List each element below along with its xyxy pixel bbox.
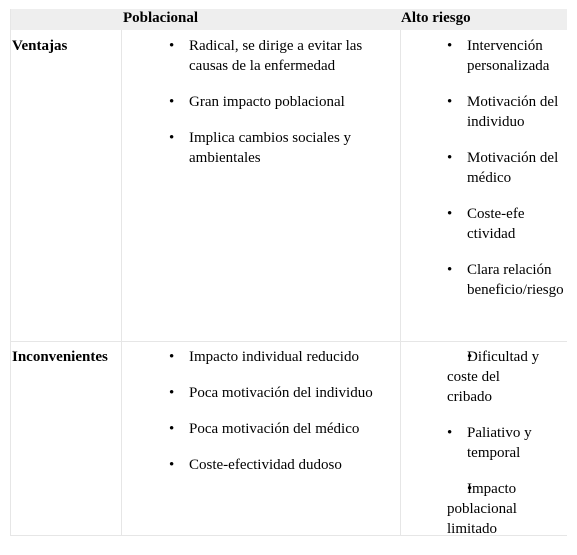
row-label-ventajas: Ventajas	[12, 38, 68, 54]
column-divider	[400, 30, 401, 535]
list-item: • Intervención personalizada	[447, 36, 567, 76]
list-item: • Motivación del individuo	[447, 92, 569, 132]
list-item: • Coste-efectividad dudoso	[169, 455, 394, 475]
list-item: • Gran impacto poblacional	[169, 92, 381, 112]
column-divider	[121, 30, 122, 535]
table-header-row	[11, 9, 567, 30]
inconvenientes-alto-riesgo-list	[447, 347, 562, 555]
list-item: • Coste-efectividad	[447, 204, 527, 244]
list-item: • Radical, se dirige a evitar las causas de la enfermedad	[169, 36, 381, 76]
ventajas-alto-riesgo-list	[447, 36, 569, 316]
list-item: • Dificultad y coste del cribado	[447, 347, 547, 407]
list-item: • Poca motivación del médico	[169, 419, 394, 439]
header-poblacional: Poblacional	[123, 10, 199, 26]
header-alto-riesgo: Alto riesgo	[401, 10, 471, 26]
row-label-inconvenientes: Inconvenientes	[12, 349, 108, 365]
ventajas-poblacional-list	[169, 36, 381, 184]
list-item: • Poca motivación del individuo	[169, 383, 394, 403]
list-item: • Motivación del médico	[447, 148, 569, 188]
comparison-table	[10, 9, 567, 536]
list-item: • Clara relación beneficio/riesgo	[447, 260, 569, 300]
list-item: • Impacto poblacional limitado	[447, 479, 545, 539]
list-item: • Impacto individual reducido	[169, 347, 394, 367]
list-item: • Paliativo y temporal	[447, 423, 537, 463]
inconvenientes-poblacional-list	[169, 347, 394, 491]
row-divider	[11, 341, 567, 342]
list-item: • Implica cambios sociales y ambientales	[169, 128, 381, 168]
